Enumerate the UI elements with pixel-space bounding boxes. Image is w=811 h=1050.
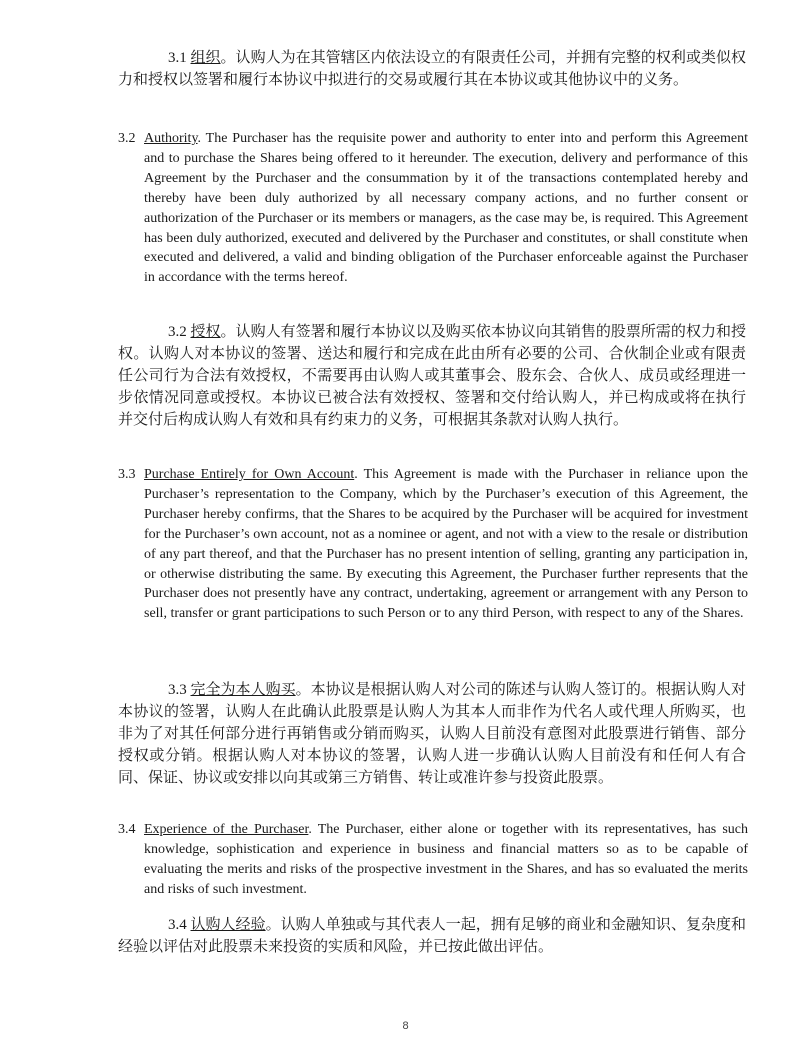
clause-text: 。认购人单独或与其代表人一起，拥有足够的商业和金融知识、复杂度和经验以评估对此股票未来投资的实质和风险，并已按此做出评估。 [118, 917, 746, 955]
clause-text: . This Agreement is made with the Purchaser in reliance upon the Purchaser’s representation to the Company, which by the Purchaser’s execution of this Agreement, the Purchaser hereby confirms, that the Shares to be acquired by the Purchaser will be acquired for investment for the Purchaser’s own account, not as a nominee or agent, and not with a view to the resale or distribution of any part thereof, and that the Purchaser has no present intention of selling, granting any participation in, or otherwise distributing the same. By executing this Agreement, the Purchaser further represents that the Purchaser does not presently have any contract, undertaking, agreement or arrangement with any Person to sell, transfer or grant participations to such Person or to any third Person, with respect to any of the Shares. [144, 467, 748, 622]
clause-number: 3.2 [118, 131, 136, 146]
clause-3-2-zh [118, 321, 746, 431]
clause-heading: 完全为本人购买 [190, 682, 296, 698]
clause-heading: 认购人经验 [190, 917, 266, 933]
clause-3-4-en [118, 820, 748, 900]
clause-heading: Experience of the Purchaser [144, 822, 309, 837]
clause-heading: Authority [144, 131, 198, 146]
clause-3-4-zh [118, 914, 746, 958]
clause-text: 。本协议是根据认购人对公司的陈述与认购人签订的。根据认购人对本协议的签署，认购人在此确认此股票是认购人为其本人而非作为代名人或代理人所购买，也非为了对其任何部分进行再销售或分销而购买，认购人目前没有意图对此股票进行销售、部分授权或分销。根据认购人对本协议的签署，认购人进一步确认认购人目前没有和任何人有合同、保证、协议或安排以向其或第三方销售、转让或准许参与投资此股票。 [118, 682, 746, 786]
clause-text: . The Purchaser has the requisite power and authority to enter into and perform this Agreement and to purchase the Shares being offered to it hereunder. The execution, delivery and performance of this Agreement by the Purchaser and the consummation by it of the transactions contemplated hereby and thereby have been duly authorized by all necessary company actions, and no further consent or authorization of the Purchaser or its members or managers, as the case may be, is required. This Agreement has been duly authorized, executed and delivered by the Purchaser and constitutes, or shall constitute when executed and delivered, a valid and binding obligation of the Purchaser enforceable against the Purchaser in accordance with the terms hereof. [144, 131, 748, 286]
clause-text: 。认购人有签署和履行本协议以及购买依本协议向其销售的股票所需的权力和授权。认购人对本协议的签署、送达和履行和完成在此由所有必要的公司、合伙制企业或有限责任公司行为合法有效授权，不需要再由认购人或其董事会、股东会、合伙人、成员或经理进一步依情况同意或授权。本协议已被合法有效授权、签署和交付给认购人，并已构成或将在执行并交付后构成认购人有效和具有约束力的义务，可根据其条款对认购人执行。 [118, 324, 746, 428]
clause-number: 3.3 [168, 682, 187, 698]
page-number: 8 [402, 1020, 409, 1032]
clause-3-3-zh [118, 679, 746, 789]
clause-3-2-en [118, 129, 748, 288]
clause-heading: 组织 [190, 50, 221, 66]
clause-number: 3.1 [168, 50, 187, 66]
clause-heading: Purchase Entirely for Own Account [144, 467, 355, 482]
clause-text: . The Purchaser, either alone or together with its representatives, has such knowledge, sophistication and experience in business and financial matters so as to be capable of evaluating the merits and risks of the prospective investment in the Shares, and has so evaluated the merits and risks of such investment. [144, 822, 748, 897]
clause-number: 3.4 [118, 822, 136, 837]
clause-number: 3.3 [118, 467, 136, 482]
clause-3-3-en [118, 465, 748, 624]
clause-heading: 授权 [190, 324, 221, 340]
clause-number: 3.4 [168, 917, 187, 933]
clause-number: 3.2 [168, 324, 187, 340]
clause-text: 。认购人为在其管辖区内依法设立的有限责任公司，并拥有完整的权利或类似权力和授权以签署和履行本协议中拟进行的交易或履行其在本协议或其他协议中的义务。 [118, 50, 746, 88]
clause-3-1-zh [118, 47, 746, 91]
